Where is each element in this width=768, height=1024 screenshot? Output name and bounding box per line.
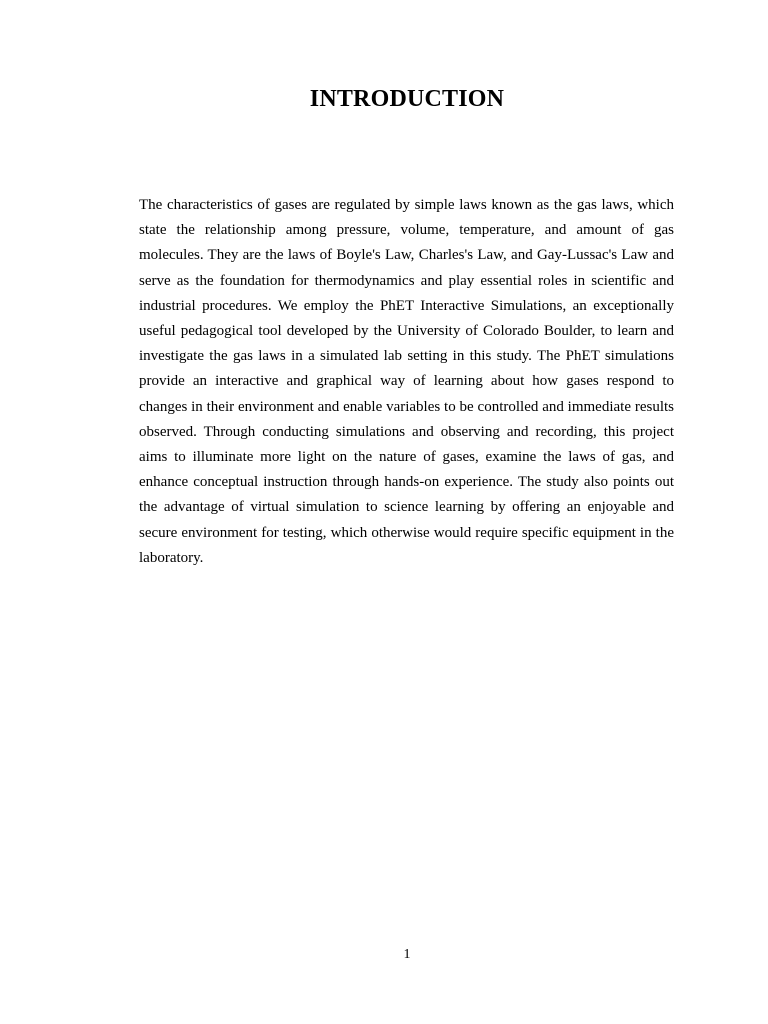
introduction-paragraph: The characteristics of gases are regulated by simple laws known as the gas laws, which state the relationship among pressure, volume, temperature, and amount of gas molecules. They are the laws of Boyle's Law, Charles's Law, and Gay-Lussac's Law and serve as the foundation for thermodynamics and play essential roles in scientific and industrial procedures. We employ the PhET Interactive Simulations, an exceptionally useful pedagogical tool developed by the University of Colorado Boulder, to learn and investigate the gas laws in a simulated lab setting in this study. The PhET simulations provide an interactive and graphical way of learning about how gases respond to changes in their environment and enable variables to be controlled and immediate results observed. Through conducting simulations and observing and recording, this project aims to illuminate more light on the nature of gases, examine the laws of gas, and enhance conceptual instruction through hands-on experience. The study also points out the advantage of virtual simulation to science learning by offering an enjoyable and secure environment for testing, which otherwise would require specific equipment in the laboratory. bbox=[139, 197, 674, 566]
page-title: INTRODUCTION bbox=[309, 86, 505, 112]
page-number: 1 bbox=[403, 947, 411, 962]
